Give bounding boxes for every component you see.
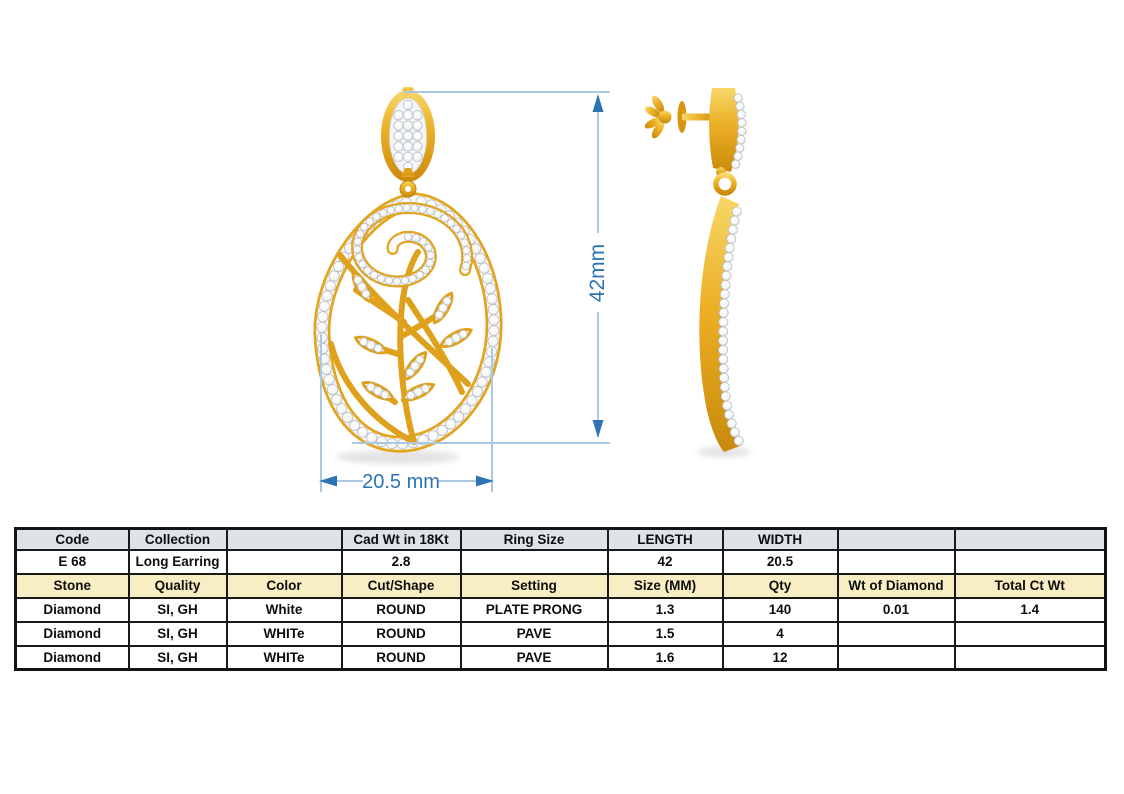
diamond-gem xyxy=(489,315,499,325)
table-cell: Quality xyxy=(129,574,227,598)
diamond-gem xyxy=(463,247,471,255)
diamond-gem xyxy=(413,111,422,120)
diamond-gem xyxy=(437,425,447,435)
diamond-gem xyxy=(427,208,435,216)
table-cell: 20.5 xyxy=(723,550,838,574)
diamond-gem xyxy=(385,277,393,285)
diamond-gem xyxy=(411,204,419,212)
diamond-gem xyxy=(412,234,420,242)
earring-side-view xyxy=(643,88,751,458)
table-cell xyxy=(955,646,1106,670)
table-cell: PAVE xyxy=(461,622,608,646)
diamond-gem xyxy=(413,152,422,161)
diamond-gem xyxy=(738,119,746,127)
diamond-gem xyxy=(727,234,736,243)
diamond-gem xyxy=(359,261,367,269)
table-cell: Size (MM) xyxy=(608,574,723,598)
spec-table xyxy=(14,527,1107,671)
diamond-gem xyxy=(719,327,728,336)
diamond-gem xyxy=(393,278,401,286)
table-cell: Ring Size xyxy=(461,529,608,550)
diamond-gem xyxy=(472,386,482,396)
table-cell: 4 xyxy=(723,622,838,646)
table-cell xyxy=(955,529,1106,550)
table-cell: E 68 xyxy=(16,550,129,574)
table-cell: 140 xyxy=(723,598,838,622)
diamond-gem xyxy=(324,375,334,385)
diamond-gem xyxy=(395,205,403,213)
diamond-gem xyxy=(736,144,744,152)
table-cell: Diamond xyxy=(16,622,129,646)
table-cell: Stone xyxy=(16,574,129,598)
table-cell: Color xyxy=(227,574,342,598)
diamond-gem xyxy=(334,261,344,271)
diamond-gem xyxy=(321,364,331,374)
stud-side xyxy=(709,88,739,172)
table-cell: LENGTH xyxy=(608,529,723,550)
diamond-gem xyxy=(409,275,417,283)
earring-front-view xyxy=(317,87,499,464)
diamond-gem xyxy=(317,333,327,343)
diamond-gem xyxy=(404,233,412,241)
diamond-gem xyxy=(394,142,403,151)
diamond-gem xyxy=(394,152,403,161)
table-row xyxy=(16,622,1106,646)
diamond-gem xyxy=(738,127,746,135)
table-cell xyxy=(838,622,955,646)
diamond-gem xyxy=(734,152,742,160)
table-cell: Total Ct Wt xyxy=(955,574,1106,598)
table-cell: Collection xyxy=(129,529,227,550)
diamond-gem xyxy=(325,281,335,291)
diamond-gem xyxy=(720,383,729,392)
butterfly-back xyxy=(643,94,686,141)
diamond-gem xyxy=(403,121,412,130)
table-cell: Diamond xyxy=(16,646,129,670)
table-cell: PLATE PRONG xyxy=(461,598,608,622)
diamond-gem xyxy=(719,364,728,373)
diamond-gem xyxy=(730,428,739,437)
connector-ring xyxy=(716,175,734,193)
diamond-gem xyxy=(337,404,347,414)
table-cell: 42 xyxy=(608,550,723,574)
length-dimension-label: 42mm xyxy=(586,243,609,303)
diamond-gem xyxy=(719,318,728,327)
table-cell: SI, GH xyxy=(129,598,227,622)
diamond-gem xyxy=(367,433,377,443)
table-row xyxy=(16,529,1106,550)
diamond-gem xyxy=(728,225,737,234)
diamond-gem xyxy=(720,290,729,299)
diamond-gem xyxy=(364,267,372,275)
diamond-gem xyxy=(488,336,498,346)
diamond-gem xyxy=(736,102,744,110)
diamond-gem xyxy=(331,394,341,404)
table-cell: Cut/Shape xyxy=(342,574,461,598)
spec-table-body xyxy=(16,529,1106,670)
diamond-gem xyxy=(394,121,403,130)
table-cell: White xyxy=(227,598,342,622)
diamond-gem xyxy=(419,206,427,214)
table-row xyxy=(16,646,1106,670)
dimension-arrow-up-icon xyxy=(593,94,604,112)
diamond-gem xyxy=(416,271,424,279)
diamond-gem xyxy=(403,131,412,140)
table-row xyxy=(16,574,1106,598)
table-row xyxy=(16,550,1106,574)
diamond-gem xyxy=(318,343,328,353)
diamond-gem xyxy=(719,345,728,354)
diamond-gem xyxy=(441,215,449,223)
diamond-gem xyxy=(428,431,438,441)
diamond-gem xyxy=(479,263,489,273)
table-cell: ROUND xyxy=(342,622,461,646)
diamond-gem xyxy=(737,110,745,118)
diamond-gem xyxy=(394,111,403,120)
table-cell: ROUND xyxy=(342,646,461,670)
diamond-gem xyxy=(487,294,497,304)
table-cell xyxy=(838,646,955,670)
diamond-gem xyxy=(401,277,409,285)
stud-diamonds xyxy=(394,100,422,172)
diamond-gem xyxy=(403,142,412,151)
diamond-gem xyxy=(426,259,434,267)
table-cell: 12 xyxy=(723,646,838,670)
diamond-gem xyxy=(457,232,465,240)
diamond-gem xyxy=(353,246,361,254)
diamond-gem xyxy=(461,239,469,247)
table-cell: Cad Wt in 18Kt xyxy=(342,529,461,550)
table-row xyxy=(16,598,1106,622)
diamond-gem xyxy=(722,271,731,280)
diamond-gem xyxy=(734,94,742,102)
diamond-gem xyxy=(727,419,736,428)
diamond-gem xyxy=(721,392,730,401)
table-cell xyxy=(955,550,1106,574)
diamond-gem xyxy=(482,273,492,283)
diamond-gem xyxy=(387,207,395,215)
diamond-gem xyxy=(463,254,471,262)
diamond-gem xyxy=(403,152,412,161)
table-cell xyxy=(227,529,342,550)
diamond-gem xyxy=(366,218,374,226)
table-cell: WIDTH xyxy=(723,529,838,550)
table-cell xyxy=(955,622,1106,646)
diamond-gem xyxy=(377,436,387,446)
diamond-gem xyxy=(724,253,733,262)
diamond-gem xyxy=(380,209,388,217)
table-cell: WHITe xyxy=(227,646,342,670)
table-cell: Long Earring xyxy=(129,550,227,574)
diamond-gem xyxy=(720,373,729,382)
diamond-gem xyxy=(489,326,499,336)
diamond-gem xyxy=(725,243,734,252)
diamond-gem xyxy=(355,253,363,261)
table-cell xyxy=(838,529,955,550)
table-cell: Qty xyxy=(723,574,838,598)
diamond-gem xyxy=(719,336,728,345)
table-cell: 1.4 xyxy=(955,598,1106,622)
table-cell xyxy=(227,550,342,574)
diamond-gem xyxy=(373,213,381,221)
table-cell xyxy=(838,550,955,574)
diamond-gem xyxy=(719,355,728,364)
diamond-gem xyxy=(481,367,491,377)
diamond-gem xyxy=(719,308,728,317)
diamond-gem xyxy=(413,131,422,140)
stud xyxy=(381,87,435,182)
diamond-gem xyxy=(378,275,386,283)
diamond-gem xyxy=(419,238,427,246)
diamond-gem xyxy=(327,385,337,395)
diamond-gem xyxy=(413,142,422,151)
diamond-gem xyxy=(322,291,332,301)
diamond-gem xyxy=(462,262,470,270)
diamond-gem xyxy=(453,225,461,233)
diamond-gem xyxy=(394,131,403,140)
diamond-gem xyxy=(723,401,732,410)
diamond-gem xyxy=(730,216,739,225)
diamond-gem xyxy=(318,312,328,322)
diamond-gem xyxy=(361,223,369,231)
diamond-gem xyxy=(319,301,329,311)
diamond-gem xyxy=(356,230,364,238)
table-cell: 0.01 xyxy=(838,598,955,622)
diamond-gem xyxy=(413,121,422,130)
diamond-gem xyxy=(731,160,739,168)
table-cell: Code xyxy=(16,529,129,550)
diamond-gem xyxy=(403,204,411,212)
dimension-arrow-down-icon xyxy=(593,420,604,438)
table-cell xyxy=(461,550,608,574)
table-cell: 2.8 xyxy=(342,550,461,574)
table-cell: Diamond xyxy=(16,598,129,622)
table-cell: 1.5 xyxy=(608,622,723,646)
diamond-gem xyxy=(447,219,455,227)
diamond-gem xyxy=(422,266,430,274)
diamond-gem xyxy=(427,251,435,259)
table-cell: SI, GH xyxy=(129,622,227,646)
diamond-gem xyxy=(734,436,743,445)
table-cell: 1.6 xyxy=(608,646,723,670)
table-cell: WHITe xyxy=(227,622,342,646)
diamond-gem xyxy=(488,304,498,314)
table-cell: Wt of Diamond xyxy=(838,574,955,598)
diamond-gem xyxy=(720,299,729,308)
table-cell: 1.3 xyxy=(608,598,723,622)
table-cell: PAVE xyxy=(461,646,608,670)
diamond-gem xyxy=(725,410,734,419)
diamond-gem xyxy=(475,253,485,263)
diamond-gem xyxy=(317,322,327,332)
diamond-gem xyxy=(732,207,741,216)
diamond-gem xyxy=(370,271,378,279)
diamond-gem xyxy=(723,262,732,271)
table-cell: ROUND xyxy=(342,598,461,622)
diamond-gem xyxy=(354,238,362,246)
width-dimension-label: 20.5 mm xyxy=(362,471,440,493)
diamond-gem xyxy=(485,283,495,293)
diamond-gem xyxy=(403,111,412,120)
table-cell: SI, GH xyxy=(129,646,227,670)
diamond-gem xyxy=(329,271,339,281)
table-cell: Setting xyxy=(461,574,608,598)
diamond-gem xyxy=(403,100,412,109)
diamond-gem xyxy=(434,211,442,219)
diamond-gem xyxy=(477,377,487,387)
diamond-gem xyxy=(721,280,730,289)
diamond-gem xyxy=(737,136,745,144)
